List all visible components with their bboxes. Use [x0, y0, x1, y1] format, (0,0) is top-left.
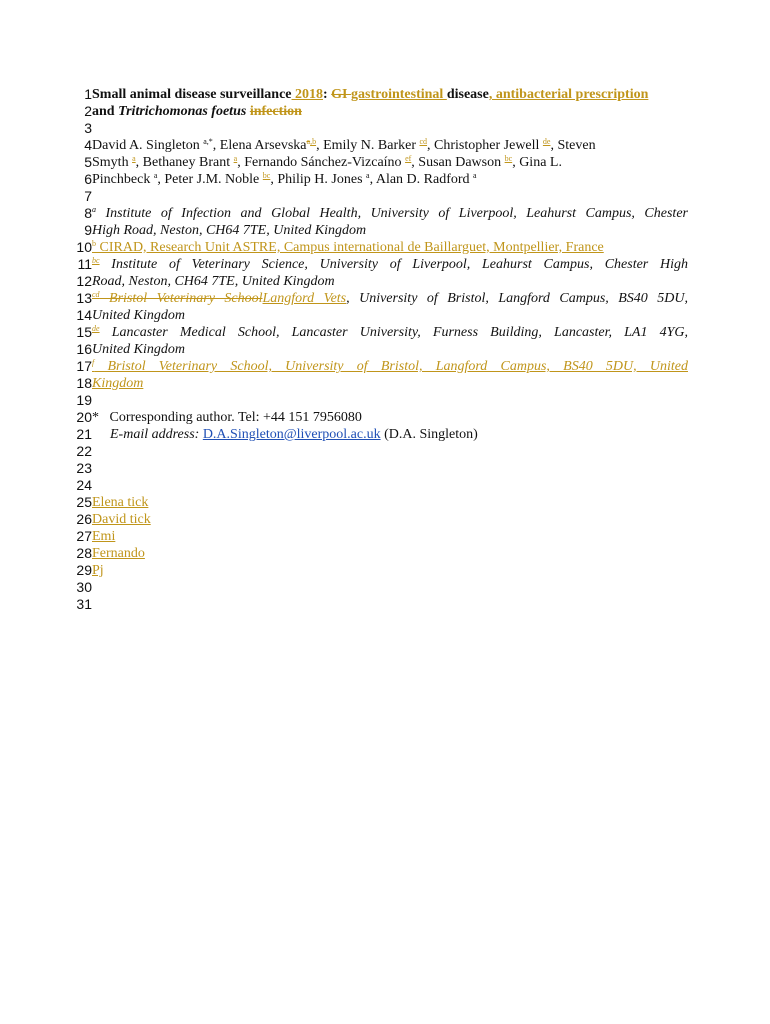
deleted-text: Bristol Veterinary School [99, 291, 263, 306]
inserted-text: 2018 [291, 87, 323, 102]
corresponding-author: * Corresponding author. Tel: +44 151 7956080 [92, 410, 362, 425]
line-number: 20 [76, 409, 92, 425]
deleted-text: infection [249, 104, 302, 119]
note-item: Emi [92, 529, 116, 544]
note-item: David tick [92, 512, 151, 527]
affiliation-b-inserted: $^b$ CIRAD, Research Unit ASTRE, Campus international de Baillarguet, Montpellier, France [92, 239, 604, 255]
affiliation-c-cont: Road, Neston, CH64 7TE, United Kingdom [92, 274, 335, 289]
line-number: 9 [84, 222, 92, 238]
affiliation-d-cont: United Kingdom [92, 308, 185, 323]
line-number: 26 [76, 511, 92, 527]
affiliation-e: $^{de}$ Lancaster Medical School, Lancaster University, Furness Building, Lancaster, LA1 4YG, [92, 324, 688, 340]
line-number: 29 [76, 562, 92, 578]
line-number: 6 [84, 171, 92, 187]
species-name: Tritrichomonas foetus [118, 104, 247, 119]
line-number: 16 [76, 341, 92, 357]
line-number: 22 [76, 443, 92, 459]
line-number: 18 [76, 375, 92, 391]
line-number: 19 [76, 392, 92, 408]
line-number: 28 [76, 545, 92, 561]
line-number: 1 [84, 86, 92, 102]
line-number: 3 [84, 120, 92, 136]
note-item: Fernando [92, 546, 145, 561]
inserted-text: , antibacterial prescription [488, 87, 649, 102]
line-number: 21 [76, 426, 92, 442]
line-number: 12 [76, 273, 92, 289]
line-number: 2 [84, 103, 92, 119]
email-link[interactable]: D.A.Singleton@liverpool.ac.uk [202, 427, 381, 442]
affiliation-f-inserted: $^f$ Bristol Veterinary School, University of Bristol, Langford Campus, BS40 5DU, United [92, 358, 688, 374]
line-number: 11 [77, 256, 92, 272]
affiliation-a: $^a$ Institute of Infection and Global Health, University of Liverpool, Leahurst Campus, Chester [92, 205, 688, 221]
line-number: 17 [76, 358, 92, 374]
line-number: 15 [76, 324, 92, 340]
line-number: 4 [84, 137, 92, 153]
line-number: 7 [84, 188, 92, 204]
line-number: 30 [76, 579, 92, 595]
line-number: 25 [76, 494, 92, 510]
line-number: 14 [76, 307, 92, 323]
author-list-line-2: Smyth $^a$, Bethaney Brant $^a$, Fernando Sánchez-Vizcaíno $^{ef}$, Susan Dawson $^{bc}$, Gina L. [92, 154, 562, 170]
affiliation-f-cont: Kingdom [92, 376, 144, 391]
note-item: Pj [92, 563, 104, 578]
author-list-line-3: Pinchbeck $^a$, Peter J.M. Noble $^{bc}$, Philip H. Jones $^a$, Alan D. Radford $^a$ [92, 171, 477, 187]
affiliation-d: $^{cd}$ Bristol Veterinary SchoolLangford Vets, University of Bristol, Langford Campus, BS40 5DU, [92, 290, 688, 306]
line-number: 31 [76, 596, 92, 612]
affiliation-e-cont: United Kingdom [92, 342, 185, 357]
line-number: 8 [84, 205, 92, 221]
inserted-text: gastrointestinal [351, 87, 447, 102]
line-number: 5 [84, 154, 92, 170]
line-number: 23 [76, 460, 92, 476]
title-line-1: Small animal disease surveillance 2018: GI gastrointestinal disease, antibacterial prescription [92, 87, 649, 102]
line-number: 27 [76, 528, 92, 544]
deleted-text: GI [331, 87, 352, 102]
affiliation-c: $^{bc}$ Institute of Veterinary Science, University of Liverpool, Leahurst Campus, Chester High [92, 256, 688, 272]
inserted-text: Langford Vets [262, 291, 347, 306]
line-number: 10 [76, 239, 92, 255]
line-number: 24 [76, 477, 92, 493]
email-line: E-mail address: D.A.Singleton@liverpool.ac.uk (D.A. Singleton) [110, 427, 478, 442]
title-line-2: and Tritrichomonas foetus infection [92, 104, 302, 119]
author-list-line-1: David A. Singleton $^{a,*}$, Elena Arsevska$^{a,b}$, Emily N. Barker $^{cd}$, Christopher Jewell $^{de}$, Steven [92, 137, 596, 153]
note-item: Elena tick [92, 495, 149, 510]
affiliation-a-cont: High Road, Neston, CH64 7TE, United Kingdom [92, 223, 367, 238]
line-number: 13 [76, 290, 92, 306]
